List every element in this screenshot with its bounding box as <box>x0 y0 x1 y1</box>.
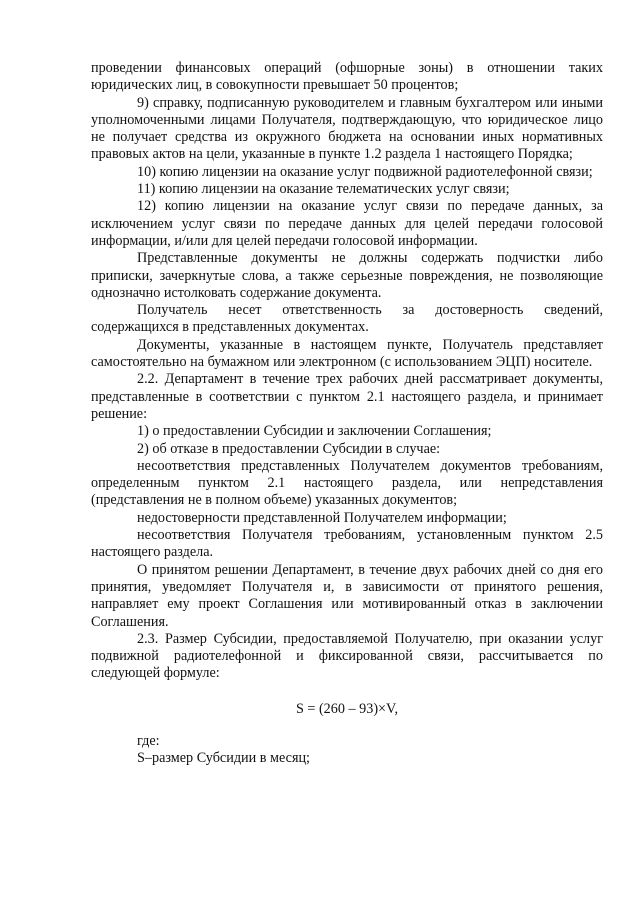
paragraph-responsibility: Получатель несет ответственность за достоверность сведений, содержащихся в представленных документах. <box>91 302 603 336</box>
definition-s: S–размер Субсидии в месяц; <box>137 750 310 767</box>
refusal-reason-2: недостоверности представленной Получателем информации; <box>137 509 507 526</box>
document-body <box>91 60 603 768</box>
clause-2-3: 2.3. Размер Субсидии, предоставляемой Получателю, при оказании услуг подвижной радиотелефонной и фиксированной связи, рассчитывается по следующей формуле: <box>91 630 603 682</box>
list-item-10: 10) копию лицензии на оказание услуг подвижной радиотелефонной связи; <box>137 163 593 180</box>
decision-option-1: 1) о предоставлении Субсидии и заключении Соглашения; <box>137 423 492 440</box>
refusal-reason-3: несоответствия Получателя требованиям, установленным пунктом 2.5 настоящего раздела. <box>91 527 603 561</box>
paragraph-notification: О принятом решении Департамент, в течение двух рабочих дней со дня его принятия, уведомляет Получателя и, в зависимости от принятого решения, направляет ему проект Соглашения или мотивированный отказ в заключении Соглашения. <box>91 561 603 630</box>
list-item-12: 12) копию лицензии на оказание услуг связи по передаче данных, за исключением услуг связи по передаче данных для целей передачи голосовой информации, и/или для целей передачи голосовой информации. <box>91 198 603 249</box>
clause-2-2: 2.2. Департамент в течение трех рабочих дней рассматривает документы, представленные в соответствии с пунктом 2.1 настоящего раздела, и принимает решение: <box>91 371 603 422</box>
subsidy-formula: S = (260 – 93)×V, <box>295 700 399 717</box>
decision-option-2: 2) об отказе в предоставлении Субсидии в случае: <box>137 440 441 457</box>
list-item-9: 9) справку, подписанную руководителем и главным бухгалтером или иными уполномоченными лицами Получателя, подтверждающую, что юридическое лицо не получает средства из окружного бюджета на основании иных нормативных правовых актов на цели, указанные в пункте 1.2 раздела 1 настоящего Порядка; <box>91 94 603 163</box>
refusal-reason-1: несоответствия представленных Получателем документов требованиям, определенным пунктом 2.1 настоящего раздела, или непредставления (представления не в полном объеме) указанных документов; <box>91 457 603 509</box>
paragraph-document-requirements: Представленные документы не должны содержать подчистки либо приписки, зачеркнутые слова, а также серьезные повреждения, не позволяющие однозначно истолковать содержание документа. <box>91 250 603 301</box>
paragraph-continuation: проведении финансовых операций (офшорные зоны) в отношении таких юридических лиц, в совокупности превышает 50 процентов; <box>91 60 603 94</box>
paragraph-submission: Документы, указанные в настоящем пункте, Получатель представляет самостоятельно на бумажном или электронном (с использованием ЭЦП) носителе. <box>91 336 603 371</box>
list-item-11: 11) копию лицензии на оказание телематических услуг связи; <box>137 181 510 198</box>
where-label: где: <box>137 732 160 749</box>
